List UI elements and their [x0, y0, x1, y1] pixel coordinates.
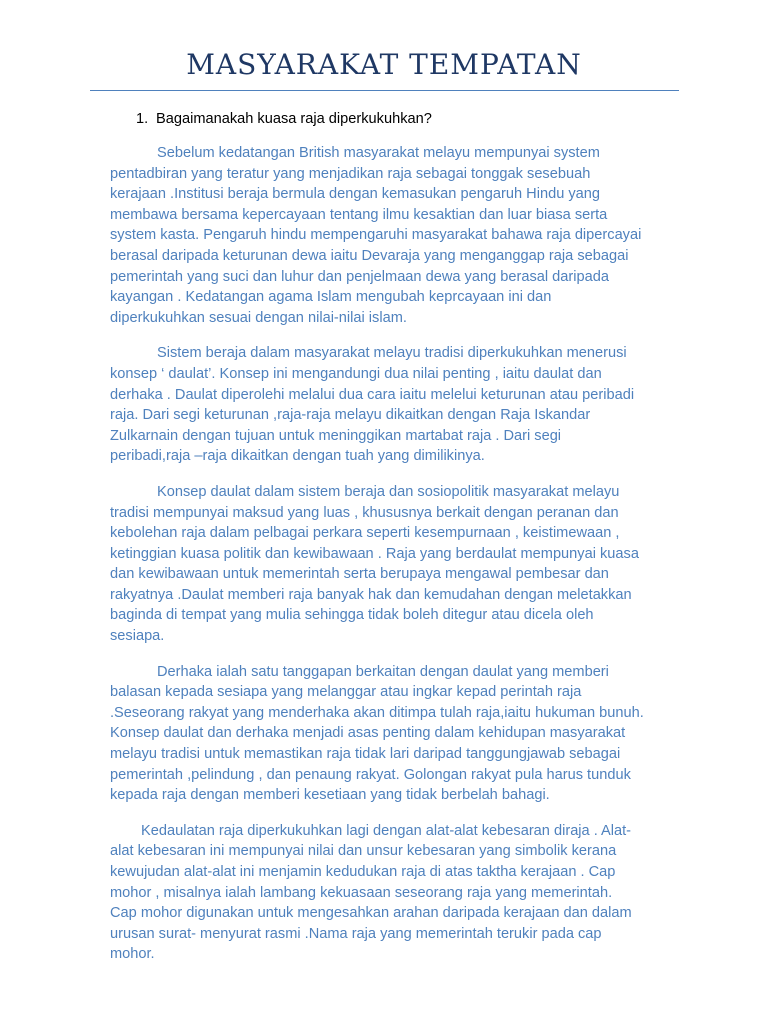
- text-line: balasan kepada sesiapa yang melanggar atau ingkar kepad perintah raja: [110, 684, 582, 701]
- text-line: konsep ‘ daulat’. Konsep ini mengandungi dua nilai penting , iaitu daulat dan: [110, 365, 602, 382]
- text-line: urusan surat- menyurat rasmi .Nama raja yang memerintah terukir pada cap: [110, 925, 602, 942]
- text-line: kayangan . Kedatangan agama Islam mengubah keprcayaan ini dan: [110, 289, 552, 306]
- text-line: mohor.: [110, 946, 155, 963]
- paragraph: [110, 343, 682, 467]
- text-line: pemerintah yang suci dan luhur dan penjelmaan dewa yang berasal daripada: [110, 268, 609, 285]
- text-line: Sebelum kedatangan British masyarakat melayu mempunyai system: [157, 145, 600, 161]
- question-number: 1.: [136, 111, 149, 127]
- text-line: Konsep daulat dan derhaka menjadi asas penting dalam kehidupan masyarakat: [110, 725, 626, 742]
- text-line: baginda di tempat yang mulia sehingga tidak boleh ditegur atau dicela oleh: [110, 607, 594, 624]
- body-text: [110, 143, 682, 965]
- text-line: Sistem beraja dalam masyarakat melayu tradisi diperkukuhkan menerusi: [157, 345, 627, 362]
- text-line: ketinggian kuasa politik dan kewibawaan . Raja yang berdaulat mempunyai kuasa: [110, 545, 639, 562]
- text-line: dan kewibawaan untuk memerintah serta berupaya mengawal pembesar dan: [110, 566, 609, 583]
- text-line: rakyatnya .Daulat memberi raja banyak hak dan kemudahan dengan meletakkan: [110, 586, 632, 603]
- paragraph: [110, 662, 682, 806]
- text-line: berasal daripada keturunan dewa iaitu Devaraja yang menganggap raja sebagai: [110, 247, 629, 264]
- page-title: MASYARAKAT TEMPATAN: [186, 48, 582, 81]
- text-line: sesiapa.: [110, 628, 165, 645]
- text-line: Kedaulatan raja diperkukuhkan lagi dengan alat-alat kebesaran diraja . Alat-: [141, 822, 632, 839]
- paragraph: [110, 143, 682, 328]
- text-line: kewujudan alat-alat ini menjamin kedudukan raja di atas taktha kerajaan . Cap: [110, 864, 616, 880]
- text-line: membawa bersama kepercayaan tentang ilmu kesaktian dan luar biasa serta: [110, 206, 608, 223]
- text-line: Konsep daulat dalam sistem beraja dan sosiopolitik masyarakat melayu: [157, 483, 620, 500]
- text-line: pemerintah ,pelindung , dan penaung rakyat. Golongan rakyat pula harus tunduk: [110, 766, 631, 783]
- text-line: derhaka . Daulat diperolehi melalui dua cara iaitu melelui keturunan atau peribadi: [110, 386, 635, 403]
- title-underline: [90, 90, 679, 91]
- text-line: Cap mohor digunakan untuk mengesahkan arahan daripada kerajaan dan dalam: [110, 905, 632, 922]
- text-line: raja. Dari segi keturunan ,raja-raja melayu dikaitkan dengan Raja Iskandar: [110, 407, 591, 424]
- question-heading: [136, 111, 432, 127]
- text-line: peribadi,raja –raja dikaitkan dengan tuah yang dimilikinya.: [110, 448, 485, 465]
- question-text: Bagaimanakah kuasa raja diperkukuhkan?: [156, 111, 432, 127]
- text-line: alat kebesaran ini mempunyai nilai dan unsur kebesaran yang simbolik kerana: [110, 843, 617, 860]
- text-line: mohor , misalnya ialah lambang kekuasaan seseorang raja yang memerintah.: [110, 884, 613, 901]
- paragraph: [110, 821, 682, 965]
- text-line: system kasta. Pengaruh hindu mempengaruhi masyarakat bahawa raja dipercayai: [110, 227, 642, 244]
- text-line: tradisi mempunyai maksud yang luas , khususnya berkait dengan peranan dan: [110, 504, 619, 521]
- text-line: Derhaka ialah satu tanggapan berkaitan dengan daulat yang memberi: [157, 663, 609, 680]
- text-line: pentadbiran yang teratur yang menjadikan raja sebagai tonggak sesebuah: [110, 165, 591, 182]
- text-line: Zulkarnain dengan tujuan untuk meninggikan martabat raja . Dari segi: [110, 427, 562, 444]
- paragraph: [110, 482, 682, 647]
- text-line: kepada raja dengan memberi kesetiaan yang tidak berbelah bahagi.: [110, 787, 550, 804]
- text-line: .Seseorang rakyat yang menderhaka akan ditimpa tulah raja,iaitu hukuman bunuh.: [110, 704, 644, 721]
- text-line: melayu tradisi untuk memastikan raja tidak lari daripad tanggungjawab sebagai: [110, 746, 621, 763]
- text-line: diperkukuhkan sesuai dengan nilai-nilai islam.: [110, 309, 407, 326]
- text-line: kerajaan .Institusi beraja bermula dengan kemasukan pengaruh Hindu yang: [110, 186, 601, 203]
- text-line: kebolehan raja dalam pelbagai perkara seperti kesempurnaan , keistimewaan ,: [110, 525, 620, 542]
